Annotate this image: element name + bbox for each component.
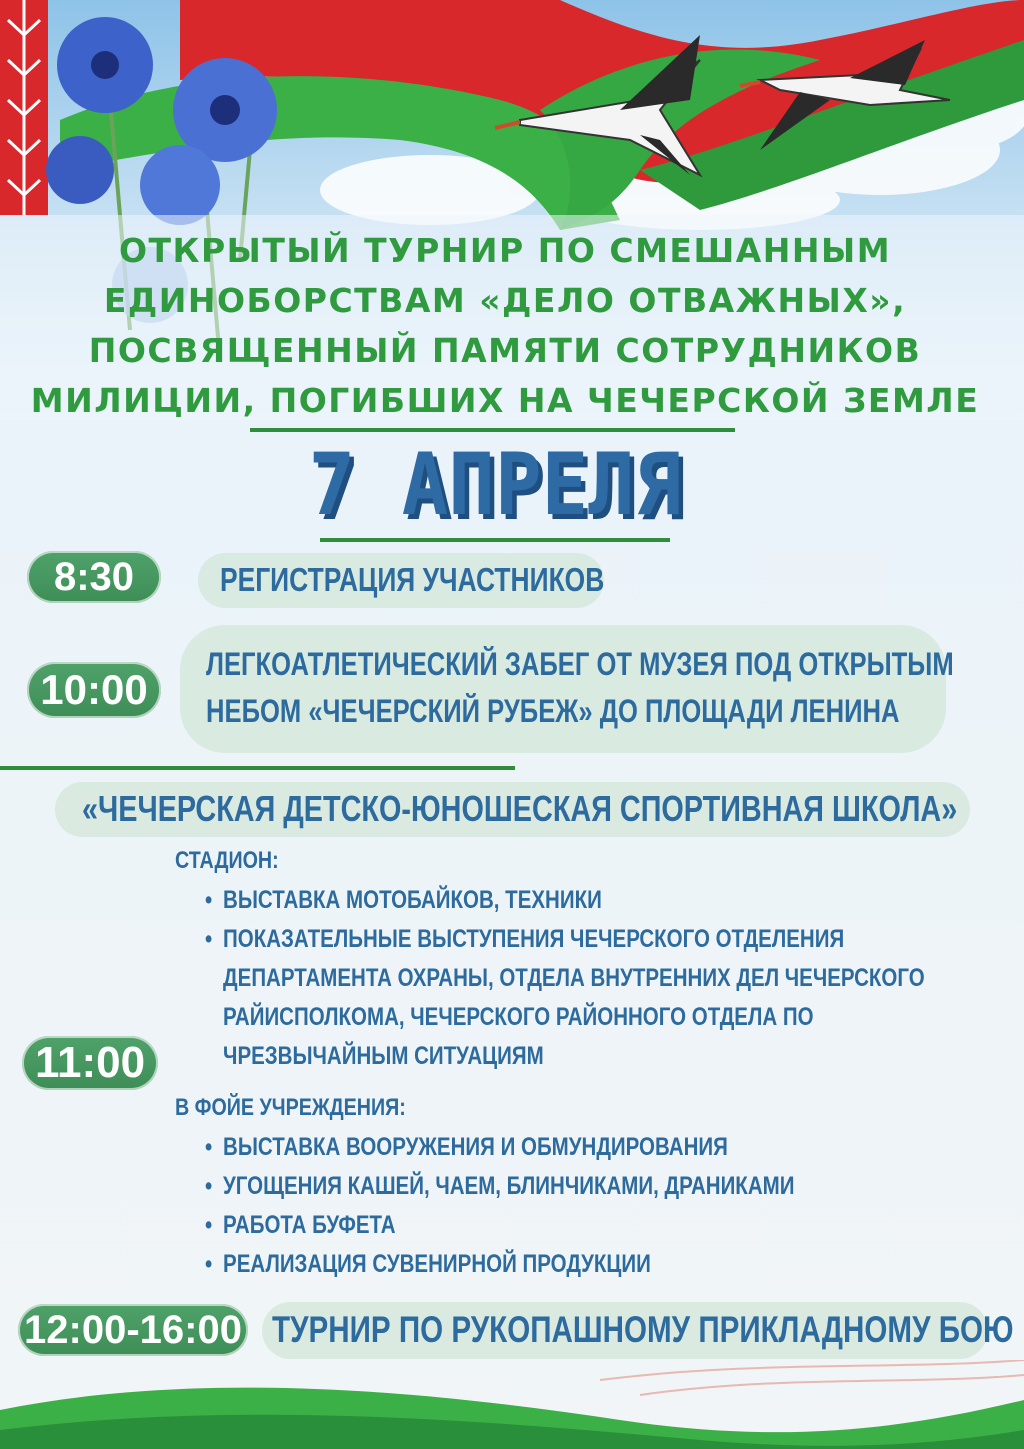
list-item: • РЕАЛИЗАЦИЯ СУВЕНИРНОЙ ПРОДУКЦИИ bbox=[205, 1245, 794, 1284]
list-item: • ПОКАЗАТЕЛЬНЫЕ ВЫСТУПЕНИЯ ЧЕЧЕРСКОГО ОТДЕЛЕНИЯ bbox=[205, 920, 925, 959]
list-item bbox=[205, 998, 925, 1037]
list-item-continuation: ЧРЕЗВЫЧАЙНЫМ СИТУАЦИЯМ bbox=[223, 1042, 544, 1070]
event-label: НЕБОМ «ЧЕЧЕРСКИЙ РУБЕЖ» ДО ПЛОЩАДИ ЛЕНИНА bbox=[206, 693, 900, 729]
title-line: ЕДИНОБОРСТВАМ «ДЕЛО ОТВАЖНЫХ», bbox=[103, 281, 907, 320]
list-item: • УГОЩЕНИЯ КАШЕЙ, ЧАЕМ, БЛИНЧИКАМИ, ДРАНИКАМИ bbox=[205, 1167, 794, 1206]
list-item: • ВЫСТАВКА МОТОБАЙКОВ, ТЕХНИКИ bbox=[205, 881, 925, 920]
list-item-continuation: РАЙИСПОЛКОМА, ЧЕЧЕРСКОГО РАЙОННОГО ОТДЕЛА ПО bbox=[223, 1003, 814, 1031]
stadium-heading: СТАДИОН: bbox=[175, 847, 279, 874]
time-badge: 10:00 bbox=[27, 662, 161, 718]
stadium-list bbox=[205, 881, 925, 1076]
event-label: РЕГИСТРАЦИЯ УЧАСТНИКОВ bbox=[220, 561, 605, 598]
time-badge: 8:30 bbox=[27, 551, 161, 603]
title-line: ПОСВЯЩЕННЫЙ ПАМЯТИ СОТРУДНИКОВ bbox=[88, 331, 922, 370]
time-badge: 12:00-16:00 bbox=[18, 1304, 248, 1356]
foyer-heading: В ФОЙЕ УЧРЕЖДЕНИЯ: bbox=[175, 1094, 406, 1121]
time-badge: 11:00 bbox=[22, 1036, 158, 1090]
venue-name: «ЧЕЧЕРСКАЯ ДЕТСКО-ЮНОШЕСКАЯ СПОРТИВНАЯ ШКОЛА» bbox=[82, 788, 958, 829]
ornament-band bbox=[0, 0, 48, 215]
list-item bbox=[205, 1037, 925, 1076]
divider-under-date bbox=[320, 538, 670, 542]
event-date: 7 АПРЕЛЯ bbox=[308, 435, 682, 535]
event-label: ЛЕГКОАТЛЕТИЧЕСКИЙ ЗАБЕГ ОТ МУЗЕЯ ПОД ОТКРЫТЫМ bbox=[206, 646, 954, 682]
event-label: ТУРНИР ПО РУКОПАШНОМУ ПРИКЛАДНОМУ БОЮ bbox=[272, 1309, 1014, 1350]
divider-mid bbox=[0, 766, 515, 770]
title-line: МИЛИЦИИ, ПОГИБШИХ НА ЧЕЧЕРСКОЙ ЗЕМЛЕ bbox=[30, 381, 980, 420]
list-item: • РАБОТА БУФЕТА bbox=[205, 1206, 794, 1245]
list-item: • ВЫСТАВКА ВООРУЖЕНИЯ И ОБМУНДИРОВАНИЯ bbox=[205, 1128, 794, 1167]
event-title bbox=[0, 226, 1010, 426]
list-item bbox=[205, 959, 925, 998]
footer-waves bbox=[0, 1360, 1024, 1449]
title-line: ОТКРЫТЫЙ ТУРНИР ПО СМЕШАННЫМ bbox=[118, 231, 892, 270]
list-item-continuation: ДЕПАРТАМЕНТА ОХРАНЫ, ОТДЕЛА ВНУТРЕННИХ ДЕЛ ЧЕЧЕРСКОГО bbox=[223, 964, 925, 992]
event-box bbox=[180, 625, 946, 753]
foyer-list bbox=[205, 1128, 794, 1284]
